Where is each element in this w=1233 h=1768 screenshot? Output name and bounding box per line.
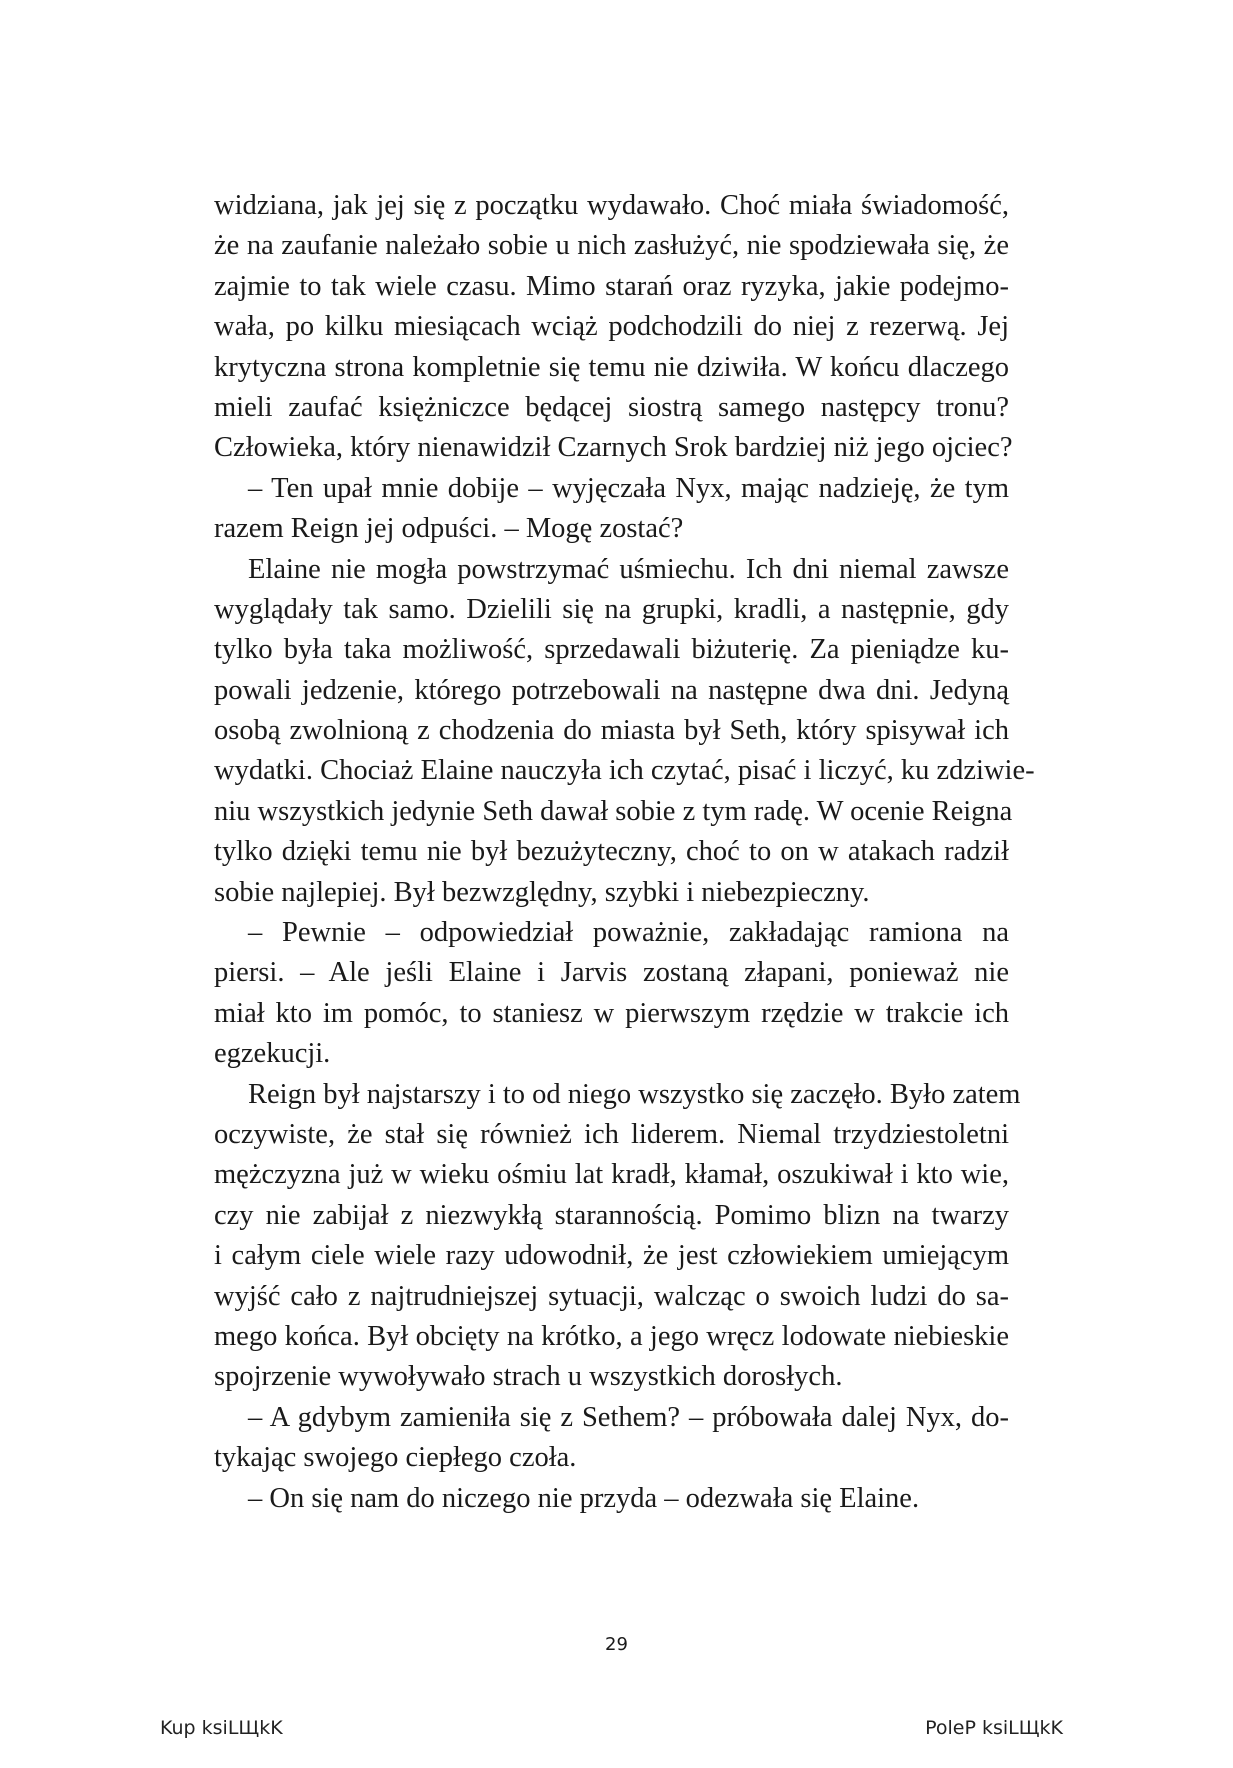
text-line: oczywiste, że stał się również ich liderem. Niemal trzydziestoletni [214, 1118, 1009, 1150]
text-line: mieli zaufać księżniczce będącej siostrą samego następcy tronu? [214, 391, 1009, 423]
text-line: – On się nam do niczego nie przyda – odezwała się Elaine. [248, 1482, 920, 1514]
text-line: egzekucji. [214, 1038, 331, 1070]
text-line: razem Reign jej odpuści. – Mogę zostać? [214, 513, 684, 545]
text-line: zajmie to tak wiele czasu. Mimo starań oraz ryzyka, jakie podejmo- [214, 270, 1009, 302]
text-line: – Pewnie – odpowiedział poważnie, zakładając ramiona na [248, 917, 1009, 949]
text-line: wyglądały tak samo. Dzielili się na grupki, kradli, a następnie, gdy [214, 593, 1009, 625]
text-line: osobą zwolnioną z chodzenia do miasta był Seth, który spisywał ich [214, 715, 1009, 747]
text-line: tykając swojego ciepłego czoła. [214, 1442, 577, 1474]
text-line: – Ten upał mnie dobije – wyjęczała Nyx, mając nadzieję, że tym [248, 472, 1009, 504]
text-line: piersi. – Ale jeśli Elaine i Jarvis zostaną złapani, ponieważ nie [214, 957, 1009, 989]
text-line: wała, po kilku miesiącach wciąż podchodzili do niej z rezerwą. Jej [214, 311, 1009, 343]
text-line: mego końca. Był obcięty na krótko, a jego wręcz lodowate niebieskie [214, 1320, 1009, 1352]
text-line: widziana, jak jej się z początku wydawało. Choć miała świadomość, [214, 190, 1009, 221]
text-line: Elaine nie mogła powstrzymać uśmiechu. Ich dni niemal zawsze [248, 553, 1009, 585]
text-line: krytyczna strona kompletnie się temu nie dziwiła. W końcu dlaczego [214, 351, 1009, 383]
text-line: Reign był najstarszy i to od niego wszystko się zaczęło. Było zatem [248, 1078, 1021, 1110]
book-page-text [214, 186, 1035, 1519]
page-number: 29 [605, 1634, 628, 1655]
text-line: wydatki. Chociaż Elaine nauczyła ich czytać, pisać i liczyć, ku zdziwie- [214, 755, 1035, 787]
text-line: powali jedzenie, którego potrzebowali na następne dwa dni. Jedyną [214, 674, 1009, 706]
text-line: czy nie zabijał z niezwykłą starannością. Pomimo blizn na twarzy [214, 1199, 1009, 1231]
text-line: wyjść cało z najtrudniejszej sytuacji, walcząc o swoich ludzi do sa- [214, 1280, 1009, 1312]
text-line: mężczyzna już w wieku ośmiu lat kradł, kłamał, oszukiwał i kto wie, [214, 1159, 1009, 1191]
text-line: i całym ciele wiele razy udowodnił, że jest człowiekiem umiejącym [214, 1240, 1009, 1272]
text-line: – A gdybym zamieniła się z Sethem? – próbowała dalej Nyx, do- [248, 1401, 1009, 1433]
text-line: tylko dzięki temu nie był bezużyteczny, choć to on w atakach radził [214, 836, 1009, 868]
text-line: spojrzenie wywoływało strach u wszystkich dorosłych. [214, 1361, 843, 1393]
text-line: sobie najlepiej. Był bezwzględny, szybki i niebezpieczny. [214, 876, 870, 908]
text-line: niu wszystkich jedynie Seth dawał sobie z tym radę. W ocenie Reigna [214, 795, 1013, 827]
text-line: Człowieka, który nienawidził Czarnych Srok bardziej niż jego ojciec? [214, 432, 1013, 464]
buy-book-link[interactable]: Kup ksiLЩkK [160, 1717, 283, 1739]
recommend-book-link[interactable]: PoleP ksiLЩkK [925, 1717, 1063, 1739]
text-line: że na zaufanie należało sobie u nich zasłużyć, nie spodziewała się, że [214, 230, 1009, 262]
text-line: tylko była taka możliwość, sprzedawali biżuterię. Za pieniądze ku- [214, 634, 1009, 666]
text-line: miał kto im pomóc, to staniesz w pierwszym rzędzie w trakcie ich [214, 997, 1009, 1029]
